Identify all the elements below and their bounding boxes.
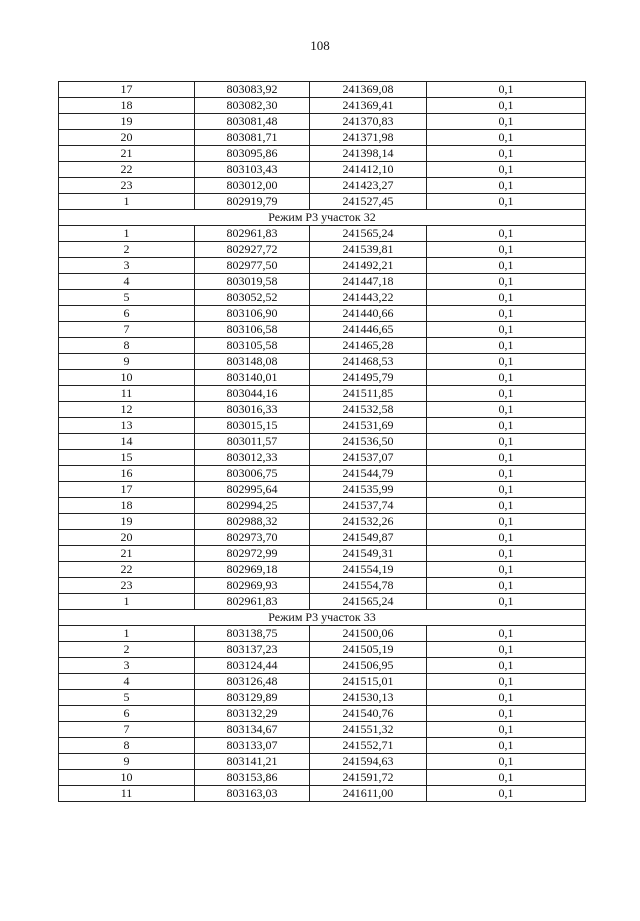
table-row bbox=[59, 306, 586, 322]
x-coordinate-cell: 803103,43 bbox=[195, 162, 310, 178]
y-coordinate-cell: 241551,32 bbox=[310, 722, 427, 738]
page-number: 108 bbox=[310, 38, 330, 53]
x-coordinate-cell: 803044,16 bbox=[195, 386, 310, 402]
y-coordinate-cell: 241540,76 bbox=[310, 706, 427, 722]
table-row bbox=[59, 242, 586, 258]
x-coordinate-cell: 803083,92 bbox=[195, 82, 310, 98]
y-coordinate-cell: 241532,26 bbox=[310, 514, 427, 530]
point-number-cell: 22 bbox=[59, 562, 195, 578]
x-coordinate-cell: 803138,75 bbox=[195, 626, 310, 642]
x-coordinate-cell: 803140,01 bbox=[195, 370, 310, 386]
table-row bbox=[59, 290, 586, 306]
x-coordinate-cell: 803011,57 bbox=[195, 434, 310, 450]
section-heading: Режим Р3 участок 32 bbox=[59, 210, 586, 226]
point-number-cell: 2 bbox=[59, 242, 195, 258]
accuracy-cell: 0,1 bbox=[427, 770, 586, 786]
section-heading: Режим Р3 участок 33 bbox=[59, 610, 586, 626]
accuracy-cell: 0,1 bbox=[427, 754, 586, 770]
accuracy-cell: 0,1 bbox=[427, 418, 586, 434]
table-row bbox=[59, 370, 586, 386]
y-coordinate-cell: 241412,10 bbox=[310, 162, 427, 178]
x-coordinate-cell: 803106,90 bbox=[195, 306, 310, 322]
accuracy-cell: 0,1 bbox=[427, 642, 586, 658]
table-row bbox=[59, 738, 586, 754]
accuracy-cell: 0,1 bbox=[427, 226, 586, 242]
accuracy-cell: 0,1 bbox=[427, 370, 586, 386]
y-coordinate-cell: 241495,79 bbox=[310, 370, 427, 386]
y-coordinate-cell: 241447,18 bbox=[310, 274, 427, 290]
y-coordinate-cell: 241537,74 bbox=[310, 498, 427, 514]
y-coordinate-cell: 241505,19 bbox=[310, 642, 427, 658]
point-number-cell: 6 bbox=[59, 306, 195, 322]
x-coordinate-cell: 802927,72 bbox=[195, 242, 310, 258]
accuracy-cell: 0,1 bbox=[427, 466, 586, 482]
x-coordinate-cell: 803012,00 bbox=[195, 178, 310, 194]
point-number-cell: 21 bbox=[59, 146, 195, 162]
point-number-cell: 4 bbox=[59, 274, 195, 290]
point-number-cell: 10 bbox=[59, 370, 195, 386]
x-coordinate-cell: 803153,86 bbox=[195, 770, 310, 786]
table-row bbox=[59, 578, 586, 594]
y-coordinate-cell: 241465,28 bbox=[310, 338, 427, 354]
accuracy-cell: 0,1 bbox=[427, 338, 586, 354]
table-row bbox=[59, 658, 586, 674]
accuracy-cell: 0,1 bbox=[427, 530, 586, 546]
accuracy-cell: 0,1 bbox=[427, 386, 586, 402]
point-number-cell: 17 bbox=[59, 482, 195, 498]
y-coordinate-cell: 241565,24 bbox=[310, 226, 427, 242]
y-coordinate-cell: 241549,87 bbox=[310, 530, 427, 546]
y-coordinate-cell: 241536,50 bbox=[310, 434, 427, 450]
y-coordinate-cell: 241492,21 bbox=[310, 258, 427, 274]
accuracy-cell: 0,1 bbox=[427, 658, 586, 674]
x-coordinate-cell: 802961,83 bbox=[195, 594, 310, 610]
x-coordinate-cell: 803105,58 bbox=[195, 338, 310, 354]
accuracy-cell: 0,1 bbox=[427, 450, 586, 466]
accuracy-cell: 0,1 bbox=[427, 162, 586, 178]
point-number-cell: 7 bbox=[59, 322, 195, 338]
x-coordinate-cell: 803052,52 bbox=[195, 290, 310, 306]
table-row bbox=[59, 706, 586, 722]
point-number-cell: 18 bbox=[59, 98, 195, 114]
table-row bbox=[59, 402, 586, 418]
point-number-cell: 1 bbox=[59, 194, 195, 210]
point-number-cell: 19 bbox=[59, 514, 195, 530]
table-row bbox=[59, 498, 586, 514]
point-number-cell: 23 bbox=[59, 578, 195, 594]
y-coordinate-cell: 241527,45 bbox=[310, 194, 427, 210]
accuracy-cell: 0,1 bbox=[427, 402, 586, 418]
table-row bbox=[59, 322, 586, 338]
table-row bbox=[59, 642, 586, 658]
accuracy-cell: 0,1 bbox=[427, 322, 586, 338]
point-number-cell: 1 bbox=[59, 626, 195, 642]
table-row bbox=[59, 770, 586, 786]
y-coordinate-cell: 241515,01 bbox=[310, 674, 427, 690]
y-coordinate-cell: 241500,06 bbox=[310, 626, 427, 642]
accuracy-cell: 0,1 bbox=[427, 578, 586, 594]
y-coordinate-cell: 241398,14 bbox=[310, 146, 427, 162]
accuracy-cell: 0,1 bbox=[427, 98, 586, 114]
y-coordinate-cell: 241552,71 bbox=[310, 738, 427, 754]
x-coordinate-cell: 803081,48 bbox=[195, 114, 310, 130]
table-row bbox=[59, 386, 586, 402]
x-coordinate-cell: 802977,50 bbox=[195, 258, 310, 274]
accuracy-cell: 0,1 bbox=[427, 706, 586, 722]
table-row bbox=[59, 786, 586, 802]
point-number-cell: 13 bbox=[59, 418, 195, 434]
y-coordinate-cell: 241554,78 bbox=[310, 578, 427, 594]
accuracy-cell: 0,1 bbox=[427, 146, 586, 162]
x-coordinate-cell: 802919,79 bbox=[195, 194, 310, 210]
accuracy-cell: 0,1 bbox=[427, 738, 586, 754]
point-number-cell: 19 bbox=[59, 114, 195, 130]
y-coordinate-cell: 241594,63 bbox=[310, 754, 427, 770]
accuracy-cell: 0,1 bbox=[427, 354, 586, 370]
table-row bbox=[59, 418, 586, 434]
x-coordinate-cell: 802995,64 bbox=[195, 482, 310, 498]
x-coordinate-cell: 803141,21 bbox=[195, 754, 310, 770]
table-row bbox=[59, 258, 586, 274]
table-row bbox=[59, 690, 586, 706]
point-number-cell: 21 bbox=[59, 546, 195, 562]
y-coordinate-cell: 241443,22 bbox=[310, 290, 427, 306]
y-coordinate-cell: 241506,95 bbox=[310, 658, 427, 674]
table-row bbox=[59, 626, 586, 642]
point-number-cell: 16 bbox=[59, 466, 195, 482]
accuracy-cell: 0,1 bbox=[427, 178, 586, 194]
x-coordinate-cell: 803134,67 bbox=[195, 722, 310, 738]
x-coordinate-cell: 803137,23 bbox=[195, 642, 310, 658]
y-coordinate-cell: 241539,81 bbox=[310, 242, 427, 258]
x-coordinate-cell: 803082,30 bbox=[195, 98, 310, 114]
table-row bbox=[59, 82, 586, 98]
point-number-cell: 2 bbox=[59, 642, 195, 658]
table-row bbox=[59, 530, 586, 546]
y-coordinate-cell: 241370,83 bbox=[310, 114, 427, 130]
table-row bbox=[59, 450, 586, 466]
point-number-cell: 1 bbox=[59, 594, 195, 610]
accuracy-cell: 0,1 bbox=[427, 114, 586, 130]
x-coordinate-cell: 803132,29 bbox=[195, 706, 310, 722]
point-number-cell: 8 bbox=[59, 338, 195, 354]
table-row bbox=[59, 434, 586, 450]
table-row bbox=[59, 130, 586, 146]
y-coordinate-cell: 241531,69 bbox=[310, 418, 427, 434]
x-coordinate-cell: 802988,32 bbox=[195, 514, 310, 530]
accuracy-cell: 0,1 bbox=[427, 130, 586, 146]
accuracy-cell: 0,1 bbox=[427, 722, 586, 738]
y-coordinate-cell: 241369,41 bbox=[310, 98, 427, 114]
accuracy-cell: 0,1 bbox=[427, 546, 586, 562]
point-number-cell: 6 bbox=[59, 706, 195, 722]
x-coordinate-cell: 803129,89 bbox=[195, 690, 310, 706]
x-coordinate-cell: 802972,99 bbox=[195, 546, 310, 562]
x-coordinate-cell: 803081,71 bbox=[195, 130, 310, 146]
y-coordinate-cell: 241549,31 bbox=[310, 546, 427, 562]
table-row bbox=[59, 722, 586, 738]
point-number-cell: 9 bbox=[59, 754, 195, 770]
x-coordinate-cell: 803095,86 bbox=[195, 146, 310, 162]
accuracy-cell: 0,1 bbox=[427, 82, 586, 98]
point-number-cell: 3 bbox=[59, 658, 195, 674]
y-coordinate-cell: 241591,72 bbox=[310, 770, 427, 786]
y-coordinate-cell: 241530,13 bbox=[310, 690, 427, 706]
y-coordinate-cell: 241535,99 bbox=[310, 482, 427, 498]
table-row bbox=[59, 674, 586, 690]
table-row bbox=[59, 194, 586, 210]
table-row bbox=[59, 178, 586, 194]
point-number-cell: 3 bbox=[59, 258, 195, 274]
table-row bbox=[59, 274, 586, 290]
point-number-cell: 17 bbox=[59, 82, 195, 98]
x-coordinate-cell: 803148,08 bbox=[195, 354, 310, 370]
point-number-cell: 20 bbox=[59, 530, 195, 546]
x-coordinate-cell: 803015,15 bbox=[195, 418, 310, 434]
table-row bbox=[59, 514, 586, 530]
x-coordinate-cell: 803163,03 bbox=[195, 786, 310, 802]
accuracy-cell: 0,1 bbox=[427, 290, 586, 306]
x-coordinate-cell: 802973,70 bbox=[195, 530, 310, 546]
y-coordinate-cell: 241423,27 bbox=[310, 178, 427, 194]
x-coordinate-cell: 802969,93 bbox=[195, 578, 310, 594]
accuracy-cell: 0,1 bbox=[427, 482, 586, 498]
point-number-cell: 18 bbox=[59, 498, 195, 514]
accuracy-cell: 0,1 bbox=[427, 434, 586, 450]
y-coordinate-cell: 241532,58 bbox=[310, 402, 427, 418]
accuracy-cell: 0,1 bbox=[427, 306, 586, 322]
table-row bbox=[59, 162, 586, 178]
x-coordinate-cell: 803126,48 bbox=[195, 674, 310, 690]
point-number-cell: 1 bbox=[59, 226, 195, 242]
x-coordinate-cell: 802961,83 bbox=[195, 226, 310, 242]
accuracy-cell: 0,1 bbox=[427, 594, 586, 610]
x-coordinate-cell: 803012,33 bbox=[195, 450, 310, 466]
accuracy-cell: 0,1 bbox=[427, 242, 586, 258]
y-coordinate-cell: 241544,79 bbox=[310, 466, 427, 482]
y-coordinate-cell: 241511,85 bbox=[310, 386, 427, 402]
accuracy-cell: 0,1 bbox=[427, 786, 586, 802]
point-number-cell: 7 bbox=[59, 722, 195, 738]
x-coordinate-cell: 803006,75 bbox=[195, 466, 310, 482]
x-coordinate-cell: 803106,58 bbox=[195, 322, 310, 338]
y-coordinate-cell: 241369,08 bbox=[310, 82, 427, 98]
accuracy-cell: 0,1 bbox=[427, 274, 586, 290]
point-number-cell: 10 bbox=[59, 770, 195, 786]
table-row bbox=[59, 98, 586, 114]
y-coordinate-cell: 241440,66 bbox=[310, 306, 427, 322]
table-row bbox=[59, 466, 586, 482]
accuracy-cell: 0,1 bbox=[427, 194, 586, 210]
y-coordinate-cell: 241565,24 bbox=[310, 594, 427, 610]
table-row bbox=[59, 226, 586, 242]
point-number-cell: 20 bbox=[59, 130, 195, 146]
point-number-cell: 11 bbox=[59, 786, 195, 802]
accuracy-cell: 0,1 bbox=[427, 562, 586, 578]
coordinates-table bbox=[58, 81, 586, 802]
point-number-cell: 11 bbox=[59, 386, 195, 402]
table-row bbox=[59, 482, 586, 498]
accuracy-cell: 0,1 bbox=[427, 498, 586, 514]
y-coordinate-cell: 241468,53 bbox=[310, 354, 427, 370]
x-coordinate-cell: 803019,58 bbox=[195, 274, 310, 290]
y-coordinate-cell: 241537,07 bbox=[310, 450, 427, 466]
y-coordinate-cell: 241611,00 bbox=[310, 786, 427, 802]
table-row bbox=[59, 754, 586, 770]
y-coordinate-cell: 241371,98 bbox=[310, 130, 427, 146]
x-coordinate-cell: 802994,25 bbox=[195, 498, 310, 514]
section-heading-row bbox=[59, 210, 586, 226]
point-number-cell: 4 bbox=[59, 674, 195, 690]
table-row bbox=[59, 146, 586, 162]
x-coordinate-cell: 803016,33 bbox=[195, 402, 310, 418]
point-number-cell: 5 bbox=[59, 690, 195, 706]
accuracy-cell: 0,1 bbox=[427, 674, 586, 690]
x-coordinate-cell: 803124,44 bbox=[195, 658, 310, 674]
section-heading-row bbox=[59, 610, 586, 626]
point-number-cell: 9 bbox=[59, 354, 195, 370]
table-row bbox=[59, 114, 586, 130]
y-coordinate-cell: 241446,65 bbox=[310, 322, 427, 338]
point-number-cell: 12 bbox=[59, 402, 195, 418]
table-row bbox=[59, 562, 586, 578]
accuracy-cell: 0,1 bbox=[427, 514, 586, 530]
table-row bbox=[59, 594, 586, 610]
point-number-cell: 22 bbox=[59, 162, 195, 178]
x-coordinate-cell: 803133,07 bbox=[195, 738, 310, 754]
x-coordinate-cell: 802969,18 bbox=[195, 562, 310, 578]
table-row bbox=[59, 338, 586, 354]
accuracy-cell: 0,1 bbox=[427, 626, 586, 642]
table-row bbox=[59, 546, 586, 562]
coordinates-table-body bbox=[59, 82, 586, 802]
accuracy-cell: 0,1 bbox=[427, 258, 586, 274]
point-number-cell: 8 bbox=[59, 738, 195, 754]
accuracy-cell: 0,1 bbox=[427, 690, 586, 706]
point-number-cell: 14 bbox=[59, 434, 195, 450]
y-coordinate-cell: 241554,19 bbox=[310, 562, 427, 578]
point-number-cell: 5 bbox=[59, 290, 195, 306]
point-number-cell: 15 bbox=[59, 450, 195, 466]
point-number-cell: 23 bbox=[59, 178, 195, 194]
table-row bbox=[59, 354, 586, 370]
